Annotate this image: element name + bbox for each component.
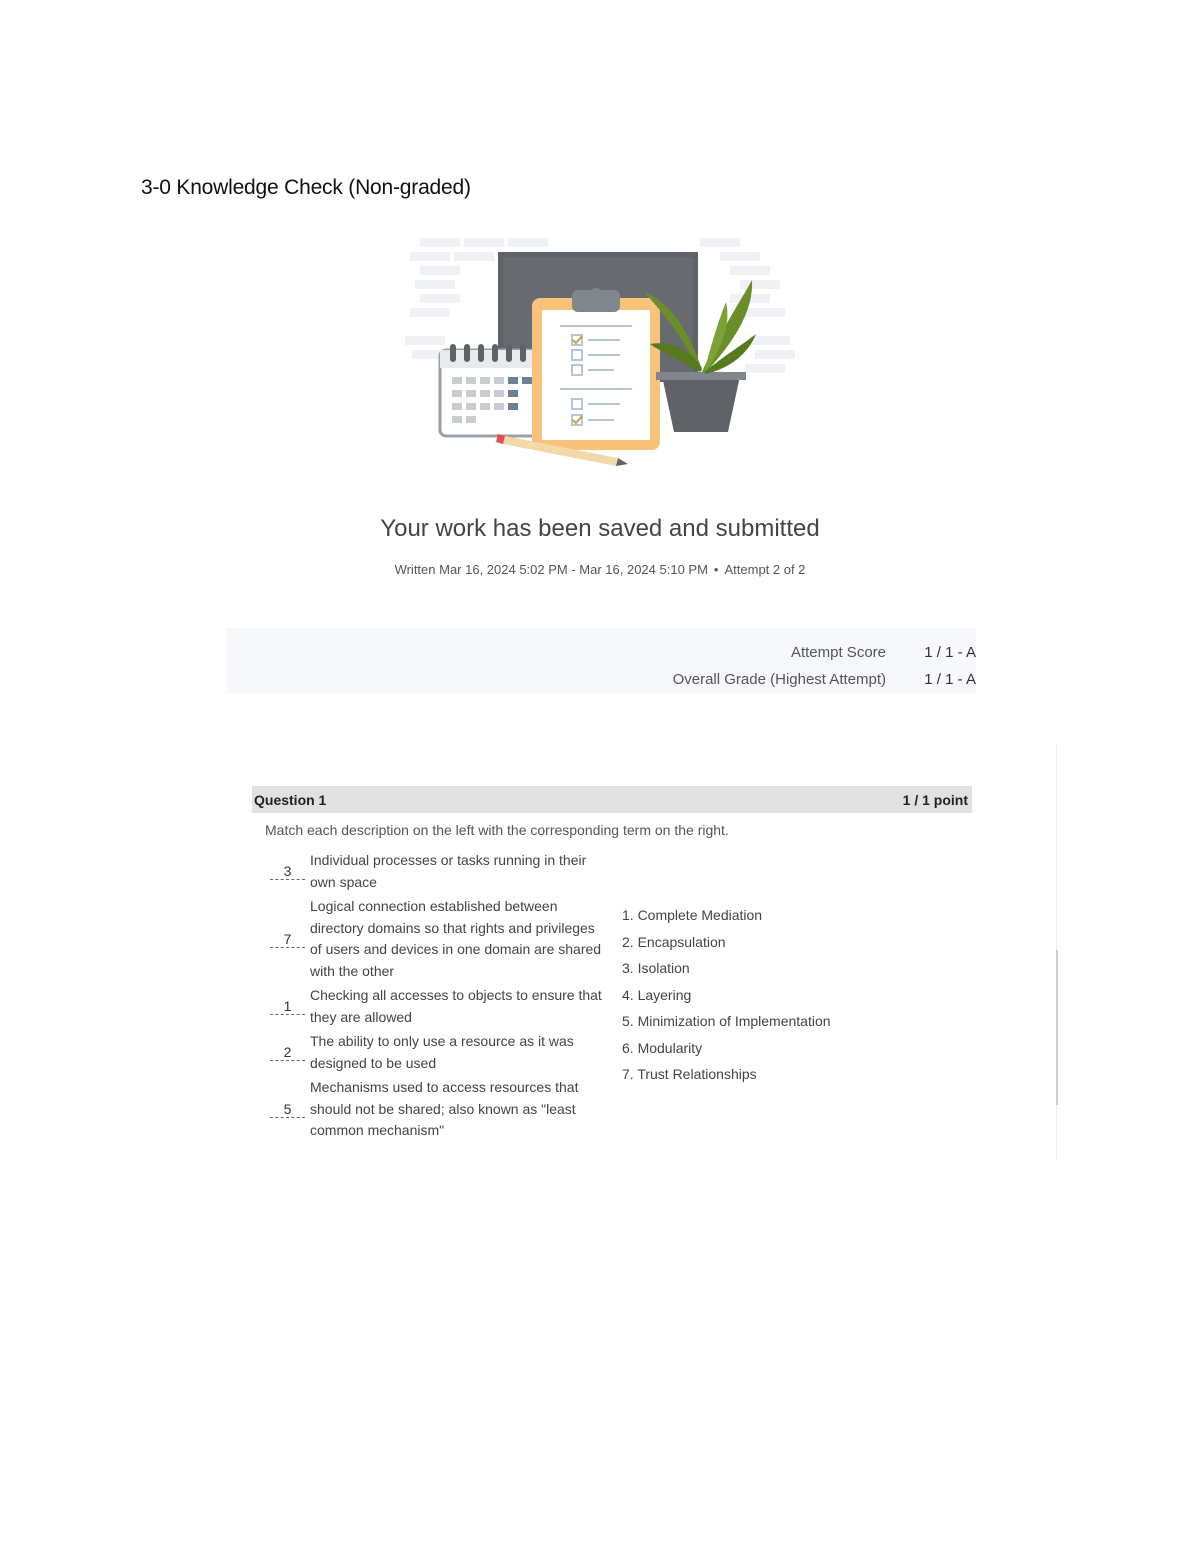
term-item: 4. Layering [622,986,692,1003]
overall-grade-label: Overall Grade (Highest Attempt) [672,671,886,688]
match-description: Checking all accesses to objects to ensure that they are allowed [310,987,602,1025]
term-item: 6. Modularity [622,1039,703,1056]
attempt-score-value: 1 / 1 - A [924,644,976,661]
score-summary [226,628,976,694]
page-title: 3-0 Knowledge Check (Non-graded) [141,176,471,199]
submission-illustration [400,232,800,472]
submission-meta [0,562,1200,577]
term-item: 7. Trust Relationships [622,1066,757,1082]
question-title: Question 1 [254,791,327,808]
attempt-count: Attempt 2 of 2 [724,562,806,577]
written-timestamp: Written Mar 16, 2024 5:02 PM - Mar 16, 2024 5:10 PM [394,562,708,577]
match-item [270,1031,620,1074]
overall-grade-value: 1 / 1 - A [924,671,976,688]
clipboard-icon [532,288,660,450]
bullet-dot-icon: • [713,562,719,577]
term-item: 1. Complete Mediation [622,907,763,923]
match-description: The ability to only use a resource as it was designed to be used [310,1033,574,1071]
question-card [252,786,972,1138]
question-prompt: Match each description on the left with the corresponding term on the right. [265,822,729,838]
submission-headline: Your work has been saved and submitted [380,515,820,542]
match-description: Mechanisms used to access resources that should not be shared; also known as "least common mechanism" [310,1079,579,1138]
match-answer: 2 [270,1044,305,1061]
overall-grade-row [673,671,976,693]
match-answer: 1 [270,998,305,1015]
match-item [270,985,620,1028]
match-answer: 3 [270,863,305,880]
calendar-icon [440,344,540,436]
term-item: 2. Encapsulation [622,933,726,950]
match-item [270,850,620,893]
terms-list [622,907,831,1093]
attempt-score-label: Attempt Score [790,644,886,661]
match-answer: 5 [270,1101,305,1118]
scrollbar-thumb[interactable] [1056,950,1058,1105]
term-item: 5. Minimization of Implementation [622,1013,831,1029]
descriptions-list [270,850,620,1145]
match-answer: 7 [270,931,305,948]
term-item: 3. Isolation [622,960,690,976]
match-item [270,896,620,982]
match-description: Logical connection established between directory domains so that rights and privileges of users and devices in one domain are shared with the other [310,898,602,979]
attempt-score-row [791,644,976,666]
match-item [270,1077,620,1142]
question-header [252,786,972,813]
match-description: Individual processes or tasks running in their own space [310,852,587,890]
question-points: 1 / 1 point [902,791,968,808]
